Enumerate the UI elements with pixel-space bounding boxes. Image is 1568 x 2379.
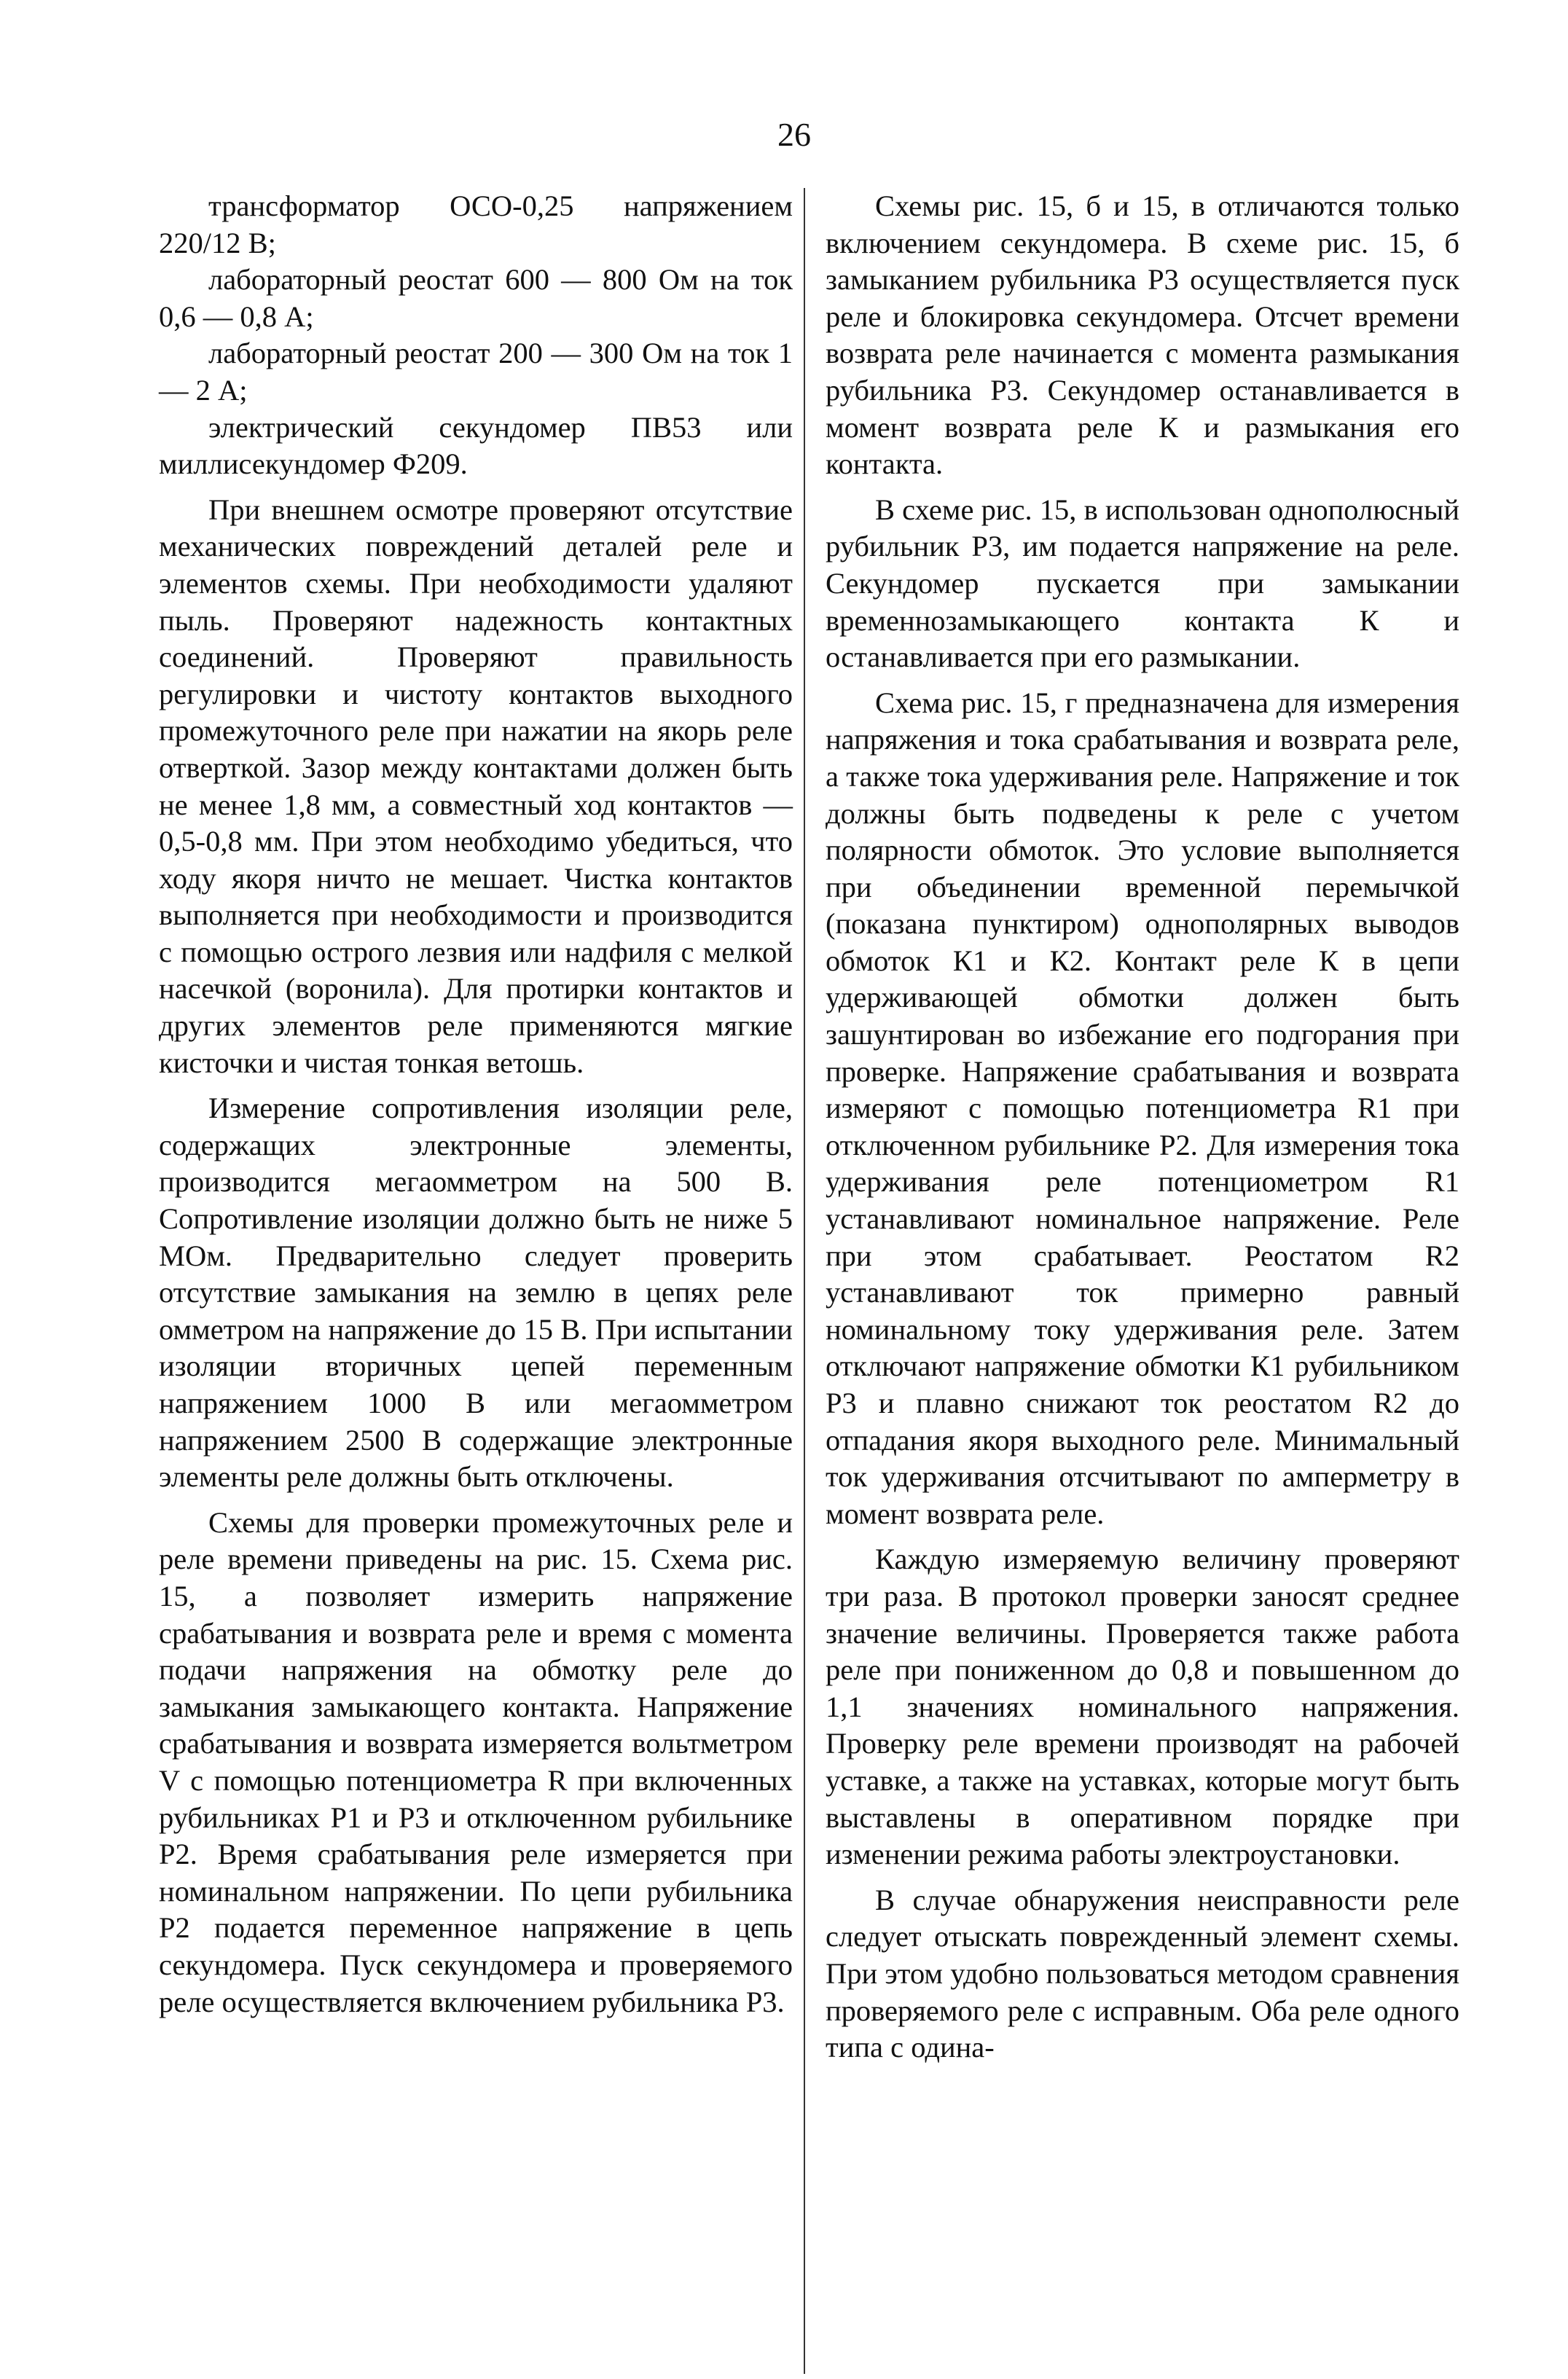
- paragraph-stopwatch-schemes: Схемы рис. 15, б и 15, в отличаются только включением секундомера. В схеме рис. 15, б замыканием рубильника Р3 осуществляется пуск реле и блокировка секундомера. Отсчет времени возврата реле начинается с момента размыкания рубильника Р3. Секундомер останавливается в момент возврата реле К и размыкания его контакта.: [826, 189, 1459, 481]
- paragraph-visual-inspection: При внешнем осмотре проверяют отсутствие механических повреждений деталей реле и элементов схемы. При необходимости удаляют пыль. Проверяют надежность контактных соединений. Проверяют правильность регулировки и чистоту контактов выходного промежуточного реле при нажатии на якорь реле отверткой. Зазор между контактами должен быть не менее 1,8 мм, а совместный ход контактов — 0,5-0,8 мм. При этом необходимо убедиться, что ходу якоря ничто не мешает. Чистка контактов выполняется при необходимости и производится с помощью острого лезвия или надфиля с мелкой насечкой (воронила). Для протирки контактов и других элементов реле применяются мягкие кисточки и чистая тонкая ветошь.: [159, 493, 793, 1079]
- equipment-list-item: лабораторный реостат 600 — 800 Ом на ток 0,6 — 0,8 А;: [159, 263, 793, 333]
- paragraph-test-circuits: Схемы для проверки промежуточных реле и реле времени приведены на рис. 15. Схема рис. 15, а позволяет измерить напряжение срабатывания и возврата реле и время с момента подачи напряжения на обмотку реле до замыкания замыкающего контакта. Напряжение срабатывания и возврата измеряется вольтметром V с помощью потенциометра R при включенных рубильниках Р1 и Р3 и отключенном рубильнике Р2. Время срабатывания реле измеряется при номинальном напряжении. По цепи рубильника Р2 подается переменное напряжение в цепь секундомера. Пуск секундомера и проверяемого реле осуществляется включением рубильника Р3.: [159, 1505, 793, 2018]
- equipment-list-item: электрический секундомер ПВ53 или миллисекундомер Ф209.: [159, 410, 793, 481]
- paragraph-insulation-measurement: Измерение сопротивления изоляции реле, содержащих электронные элементы, производится мегаомметром на 500 В. Сопротивление изоляции должно быть не ниже 5 МОм. Предварительно следует проверить отсутствие замыкания на землю в цепях реле омметром на напряжение до 15 В. При испытании изоляции вторичных цепей переменным напряжением 1000 В или мегаомметром напряжением 2500 В содержащие электронные элементы реле должны быть отключены.: [159, 1091, 793, 1494]
- paragraph-repeated-measurements: Каждую измеряемую величину проверяют три раза. В протокол проверки заносят среднее значение величины. Проверяется также работа реле при пониженном до 0,8 и повышенном до 1,1 значениях номинального напряжения. Проверку реле времени производят на рабочей уставке, а также на уставках, которые могут быть выставлены в оперативном порядке при изменении режима работы электроустановки.: [826, 1543, 1459, 1871]
- paragraph-single-pole-switch: В схеме рис. 15, в использован однополюсный рубильник Р3, им подается напряжение на реле. Секундомер пускается при замыкании временнозамыкающего контакта К и останавливается при его размыкании.: [826, 493, 1459, 674]
- paragraph-fault-finding: В случае обнаружения неисправности реле следует отыскать поврежденный элемент схемы. При этом удобно пользоваться методом сравнения проверяемого реле с исправным. Оба реле одного типа с одина-: [826, 1883, 1459, 2064]
- column-divider: [804, 188, 805, 2374]
- paragraph-holding-current: Схема рис. 15, г предназначена для измерения напряжения и тока срабатывания и возврата реле, а также тока удерживания реле. Напряжение и ток должны быть подведены к реле с учетом полярности обмоток. Это условие выполняется при объединении временной перемычкой (показана пунктиром) однополярных выводов обмоток К1 и К2. Контакт реле К в цепи удерживающей обмотки должен быть зашунтирован во избежание его подгорания при проверке. Напряжение срабатывания и возврата измеряют с помощью потенциометра R1 при отключенном рубильнике Р2. Для измерения тока удерживания реле потенциометром R1 устанавливают номинальное напряжение. Реле при этом срабатывает. Реостатом R2 устанавливают ток примерно равный номинальному току удерживания реле. Затем отключают напряжение обмотки К1 рубильником Р3 и плавно снижают ток реостатом R2 до отпадания якоря выходного реле. Минимальный ток удерживания отсчитывают по амперметру в момент возврата реле.: [826, 686, 1459, 1530]
- left-column: [159, 188, 793, 2029]
- equipment-list-item: трансформатор ОСО-0,25 напряжением 220/12 В;: [159, 189, 793, 259]
- equipment-list-item: лабораторный реостат 200 — 300 Ом на ток 1 — 2 А;: [159, 337, 793, 407]
- right-column: [826, 188, 1459, 2075]
- page-number: 26: [777, 116, 811, 153]
